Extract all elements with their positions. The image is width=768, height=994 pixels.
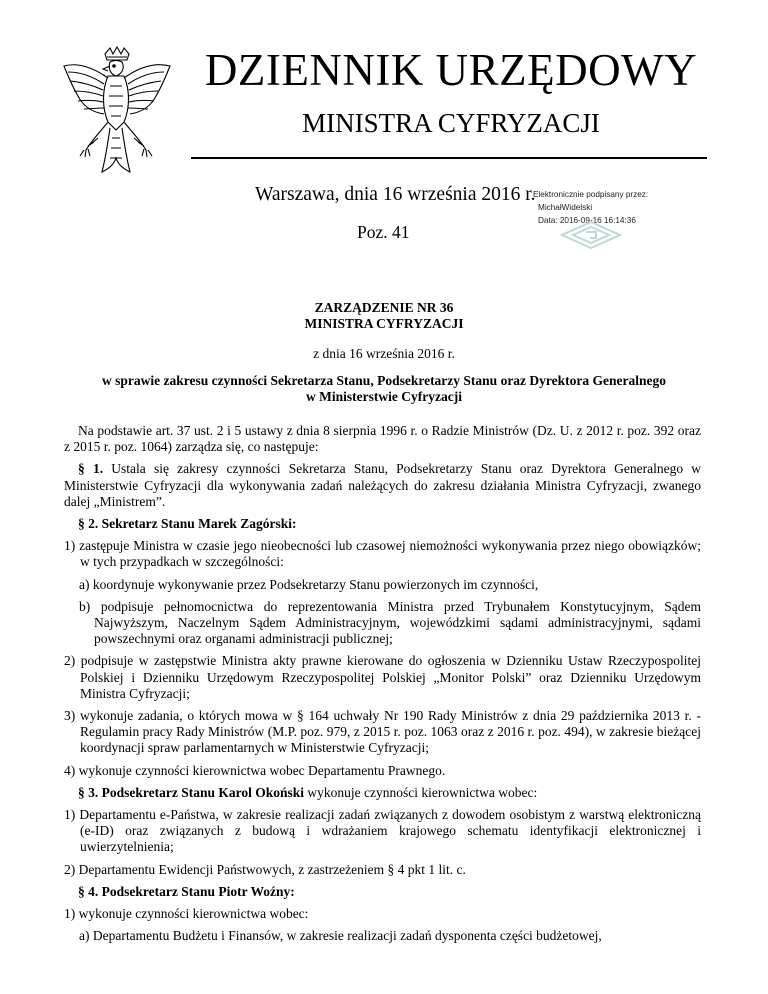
section-1 — [64, 461, 701, 510]
list-item: 1) zastępuje Ministra w czasie jego nieobecności lub czasowej niemożności wykonywania przez niego obowiązków; w tych przypadkach w szczególności: — [64, 538, 701, 570]
section-3-heading-rest: wykonuje czynności kierownictwa wobec: — [304, 784, 538, 800]
list-subitem: a) koordynuje wykonywanie przez Podsekretarzy Stanu powierzonych im czynności, — [79, 576, 539, 592]
masthead-divider — [191, 157, 707, 159]
document-type: ZARZĄDZENIE NR 36 — [314, 300, 454, 315]
signature-label: Elektronicznie podpisany przez: — [533, 190, 649, 199]
section-3-heading-bold: § 3. Podsekretarz Stanu Karol Okoński — [78, 784, 305, 800]
list-subitem: a) Departamentu Budżetu i Finansów, w zakresie realizacji zadań dysponenta części budżetowej, — [79, 928, 602, 944]
list-item: 4) wykonuje czynności kierownictwa wobec Departamentu Prawnego. — [64, 762, 446, 778]
list-item: 3) wykonuje zadania, o których mowa w § 164 uchwały Nr 190 Rady Ministrów z dnia 29 października 2013 r. - Regulamin pracy Rady Ministrów (M.P. poz. 979, z 2015 r. poz. 1063 oraz z 2016 r. poz. 494), w zakresie bieżącej koordynacji spraw parlamentarnych w Ministerstwie Cyfryzacji; — [64, 708, 701, 756]
section-3-heading — [64, 785, 701, 801]
section-2-heading: § 2. Sekretarz Stanu Marek Zagórski: — [78, 516, 297, 532]
preamble: Na podstawie art. 37 ust. 2 i 5 ustawy z dnia 8 sierpnia 1996 r. o Radzie Ministrów (Dz. U. z 2012 r. poz. 392 oraz z 2015 r. poz. 1064) zarządza się, co następuje: — [64, 423, 701, 455]
eagle-emblem-icon — [58, 46, 176, 178]
masthead-subtitle: MINISTRA CYFRYZACJI — [302, 108, 600, 138]
issue-position: Poz. 41 — [357, 222, 410, 242]
document-subject-line2: w Ministerstwie Cyfryzacji — [306, 389, 462, 404]
document-body — [64, 423, 701, 950]
list-item: 1) Departamentu e-Państwa, w zakresie realizacji zadań związanych z dowodem osobistym z warstwą elektroniczną (e-ID) oraz związanych z budową i wdrażaniem krajowego schematu identyfikacji elektronicznej i uwierzytelnienia; — [64, 807, 701, 855]
list-item: 2) Departamentu Ewidencji Państwowych, z zastrzeżeniem § 4 pkt 1 lit. c. — [64, 861, 466, 877]
document-date: z dnia 16 września 2016 r. — [313, 346, 455, 361]
list-subitem: b) podpisuje pełnomocnictwa do reprezentowania Ministra przed Trybunałem Konstytucyjnym, Sądem Najwyższym, Naczelnym Sądem Administracyjnym, wojewódzkimi sądami administracyjnymi, sądami powszechnymi oraz organami administracji publicznej; — [79, 598, 701, 647]
list-item: 1) wykonuje czynności kierownictwa wobec: — [64, 906, 309, 922]
document-subject-line1: w sprawie zakresu czynności Sekretarza Stanu, Podsekretarzy Stanu oraz Dyrektora Generalnego — [101, 373, 667, 388]
signature-seal-icon — [560, 220, 622, 250]
section-1-text: Ustala się zakresy czynności Sekretarza Stanu, Podsekretarzy Stanu oraz Dyrektora Generalnego w Ministerstwie Cyfryzacji dla wykonywania zadań należących do zakresu działania Ministra Cyfryzacji, zwanego dalej „Ministrem”. — [64, 461, 702, 509]
document-issuer: MINISTRA CYFRYZACJI — [304, 316, 464, 331]
issue-date: Warszawa, dnia 16 września 2016 r. — [255, 184, 536, 205]
signature-name: MichałWidelski — [538, 203, 593, 212]
list-item: 2) podpisuje w zastępstwie Ministra akty prawne kierowane do ogłoszenia w Dzienniku Ustaw Rzeczypospolitej Polskiej i Dzienniku Urzędowym Rzeczypospolitej Polskiej „Monitor Polski” oraz Dzienniku Urzędowym Ministra Cyfryzacji; — [64, 653, 701, 701]
section-4-heading: § 4. Podsekretarz Stanu Piotr Woźny: — [78, 883, 295, 899]
masthead-title: DZIENNIK URZĘDOWY — [204, 45, 698, 95]
section-1-label: § 1. — [78, 461, 104, 477]
signature-date: Data: 2016-09-16 16:14:36 — [538, 216, 636, 225]
